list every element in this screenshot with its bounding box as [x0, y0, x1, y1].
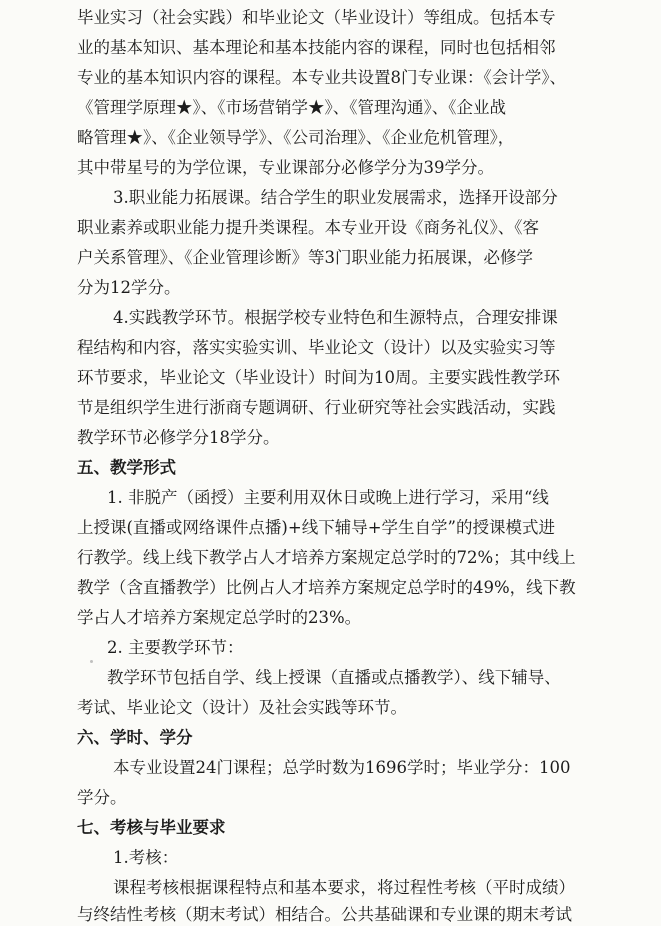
paragraph-line: 3.职业能力拓展课。结合学生的职业发展需求，选择开设部分	[113, 188, 558, 207]
paragraph-line: 上授课(直播或网络课件点播)+线下辅导+学生自学”的授课模式进	[77, 518, 555, 537]
section-heading: 五、教学形式	[77, 458, 176, 477]
paragraph-line: 教学环节包括自学、线上授课（直播或点播教学）、线下辅导、	[107, 668, 561, 687]
paragraph-line: 户关系管理》、《企业管理诊断》等3门职业能力拓展课，必修学	[77, 248, 533, 267]
paragraph-line: 程结构和内容，落实实验实训、毕业论文（设计）以及实验实习等	[77, 338, 556, 357]
paragraph-line: 其中带星号的为学位课，专业课部分必修学分为39学分。	[77, 158, 494, 177]
paragraph-line: 课程考核根据课程特点和基本要求，将过程性考核（平时成绩）	[113, 878, 575, 897]
paragraph-line: 1.考核：	[113, 848, 179, 867]
section-heading: 七、考核与毕业要求	[77, 818, 226, 837]
paragraph-line: 行教学。线上线下教学占人才培养方案规定总学时的72%；其中线上	[77, 548, 576, 567]
paragraph-line: 节是组织学生进行浙商专题调研、行业研究等社会实践活动，实践	[77, 398, 556, 417]
section-heading: 六、学时、学分	[77, 728, 193, 747]
paragraph-line: 毕业实习（社会实践）和毕业论文（毕业设计）等组成。包括本专	[77, 8, 556, 27]
paragraph-line: 考试、毕业论文（设计）及社会实践等环节。	[77, 698, 407, 717]
paragraph-line: 与终结性考核（期末考试）相结合。公共基础课和专业课的期末考试	[77, 905, 572, 924]
paragraph-line: 《管理学原理★》、《市场营销学★》、《管理沟通》、《企业战	[77, 98, 506, 117]
paragraph-line: 学分。	[77, 788, 127, 807]
paragraph-line: 略管理★》、《企业领导学》、《公司治理》、《企业危机管理》，	[77, 128, 515, 147]
scan-speck	[90, 660, 93, 663]
paragraph-line: 1. 非脱产（函授）主要利用双休日或晚上进行学习，采用“线	[107, 488, 549, 507]
paragraph-line: 教学环节必修学分18学分。	[77, 428, 280, 447]
paragraph-line: 2. 主要教学环节：	[107, 638, 244, 657]
paragraph-line: 环节要求，毕业论文（毕业设计）时间为10周。主要实践性教学环	[77, 368, 560, 387]
paragraph-line: 教学（含直播教学）比例占人才培养方案规定总学时的49%，线下教	[77, 578, 576, 597]
paragraph-line: 专业的基本知识内容的课程。本专业共设置8门专业课：《会计学》、	[77, 68, 566, 87]
paragraph-line: 职业素养或职业能力提升类课程。本专业开设《商务礼仪》、《客	[77, 218, 539, 237]
paragraph-line: 4.实践教学环节。根据学校专业特色和生源特点，合理安排课	[113, 308, 558, 327]
paragraph-line: 分为12学分。	[77, 278, 181, 297]
paragraph-line: 业的基本知识、基本理论和基本技能内容的课程，同时也包括相邻	[77, 38, 556, 57]
paragraph-line: 本专业设置24门课程；总学时数为1696学时；毕业学分：100	[113, 758, 571, 777]
paragraph-line: 学占人才培养方案规定总学时的23%。	[77, 608, 362, 627]
